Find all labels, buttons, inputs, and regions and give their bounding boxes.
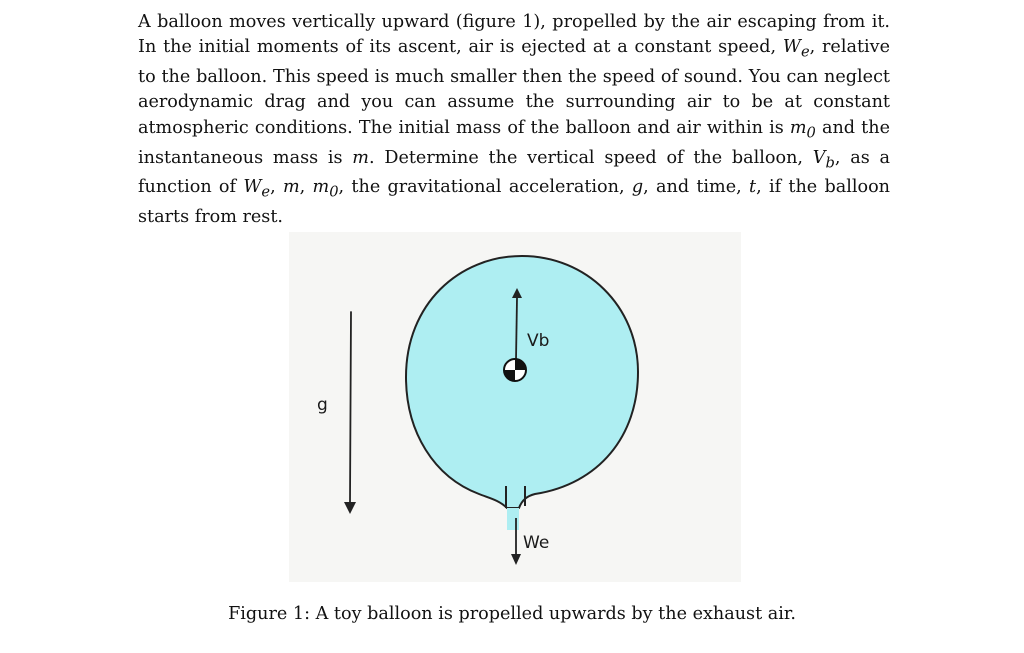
symbol-m0: $m_0$ [789, 117, 816, 142]
problem-text-1: A balloon moves vertically upward (figure 1), propelled by the air escaping from it. In the initial moments of its ascent, air is ejected at a constant speed, [138, 12, 890, 58]
problem-text-2: , relative to the balloon. This speed is much smaller then the speed of sound. You can neglect aerodynamic drag and you can assume the surrounding air to be at constant atmospheric conditions. The initial mass of the balloon and air within is [138, 37, 890, 138]
symbol-g: g [631, 177, 644, 198]
problem-text-3: and the instantaneous mass is [138, 117, 890, 168]
exhaust-velocity-arrowhead-icon [511, 554, 521, 565]
symbol-vb: $V_b$ [812, 147, 835, 172]
balloon-velocity-arrow-line [516, 298, 517, 360]
problem-text-8: , if the balloon starts from rest. [138, 177, 891, 228]
gravity-label: g [317, 395, 328, 415]
exhaust-jet [507, 508, 519, 530]
symbol-we: $W_e$ [782, 37, 810, 61]
problem-statement: A balloon moves vertically upward (figure 1), propelled by the air escaping from it. In the initial moments of its ascent, air is ejected at a constant speed, $W_e$, relative to the balloon. This speed is much smaller then the speed of sound. You can neglect aerodynamic drag and you can assume the surrounding air to be at constant atmospheric conditions. The initial mass of the balloon and air within is $m_0$ and the instantaneous mass is m. Determine the vertical speed of the balloon, $V_b$, as a function of $W_e$, m, $m_0$, the gravitational acceleration, g, and time, t, if the balloon starts from rest. [138, 12, 891, 228]
figure-caption: Figure 1: A toy balloon is propelled upwards by the exhaust air. [228, 604, 796, 624]
problem-text-6: , the gravitational acceleration, [338, 177, 632, 198]
balloon-body [406, 256, 638, 508]
symbol-m: m [352, 147, 369, 168]
center-of-mass-icon [504, 359, 526, 381]
problem-text-7: , and time, [643, 177, 750, 198]
gravity-arrow-line [350, 312, 351, 502]
symbol-we-2: $W_e$ [243, 177, 271, 201]
gravity-arrowhead-icon [344, 502, 356, 514]
symbol-m0-2: $m_0$ [312, 177, 339, 201]
problem-text-4: . Determine the vertical speed of the balloon, [368, 147, 813, 168]
balloon-figure [289, 232, 741, 582]
problem-text-5: , as a function of [138, 147, 890, 198]
symbol-t: t [749, 177, 757, 198]
exhaust-velocity-label: We [523, 533, 550, 553]
symbol-m-2: m [282, 177, 300, 198]
balloon-diagram [289, 232, 741, 582]
balloon-velocity-label: Vb [527, 331, 550, 351]
